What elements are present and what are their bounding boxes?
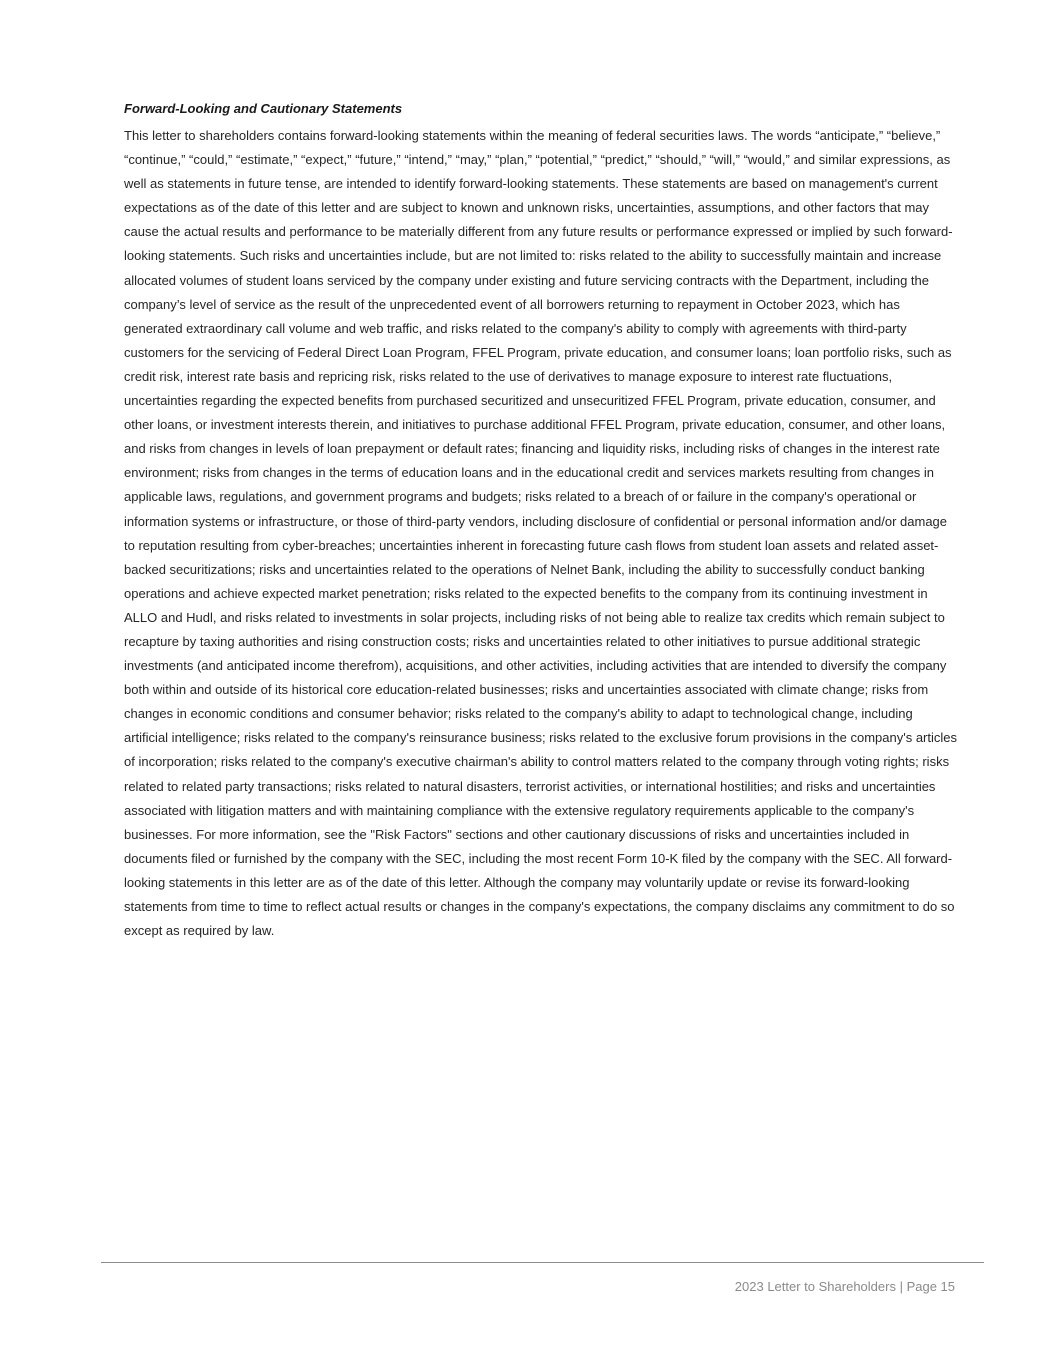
footer-divider (101, 1262, 984, 1263)
page-footer: 2023 Letter to Shareholders | Page 15 (734, 1279, 955, 1294)
section-body: This letter to shareholders contains forward-looking statements within the meaning of federal securities laws. The words “anticipate,” “believe,” “continue,” “could,” “estimate,” “expect,” “future,” “intend,” “may,” “plan,” “potential,” “predict,” “should,” “will,” “would,” and similar expressions, as well as statements in future tense, are intended to identify forward-looking statements. These statements are based on management's current expectations as of the date of this letter and are subject to known and unknown risks, uncertainties, assumptions, and other factors that may cause the actual results and performance to be materially different from any future results or performance expressed or implied by such forward-looking statements. Such risks and uncertainties include, but are not limited to: risks related to the ability to successfully maintain and increase allocated volumes of student loans serviced by the company under existing and future servicing contracts with the Department, including the company’s level of service as the result of the unprecedented event of all borrowers returning to repayment in October 2023, which has generated extraordinary call volume and web traffic, and risks related to the company's ability to comply with agreements with third-party customers for the servicing of Federal Direct Loan Program, FFEL Program, private education, and consumer loans; loan portfolio risks, such as credit risk, interest rate basis and repricing risk, risks related to the use of derivatives to manage exposure to interest rate fluctuations, uncertainties regarding the expected benefits from purchased securitized and unsecuritized FFEL Program, private education, consumer, and other loans, or investment interests therein, and initiatives to purchase additional FFEL Program, private education, consumer, and other loans, and risks from changes in levels of loan prepayment or default rates; financing and liquidity risks, including risks of changes in the interest rate environment; risks from changes in the terms of education loans and in the educational credit and services markets resulting from changes in applicable laws, regulations, and government programs and budgets; risks related to a breach of or failure in the company's operational or information systems or infrastructure, or those of third-party vendors, including disclosure of confidential or personal information and/or damage to reputation resulting from cyber-breaches; uncertainties inherent in forecasting future cash flows from student loan assets and related asset-backed securitizations; risks and uncertainties related to the operations of Nelnet Bank, including the ability to successfully conduct banking operations and achieve expected market penetration; risks related to the expected benefits to the company from its continuing investment in ALLO and Hudl, and risks related to investments in solar projects, including risks of not being able to realize tax credits which remain subject to recapture by taxing authorities and rising construction costs; risks and uncertainties related to other initiatives to pursue additional strategic investments (and anticipated income therefrom), acquisitions, and other activities, including activities that are intended to diversify the company both within and outside of its historical core education-related businesses; risks and uncertainties associated with climate change; risks from changes in economic conditions and consumer behavior; risks related to the company's ability to adapt to technological change, including artificial intelligence; risks related to the company's reinsurance business; risks related to the exclusive forum provisions in the company's articles of incorporation; risks related to the company's executive chairman's ability to control matters related to the company through voting rights; risks related to related party transactions; risks related to natural disasters, terrorist activities, or international hostilities; and risks and uncertainties associated with litigation matters and with maintaining compliance with the extensive regulatory requirements applicable to the company's businesses. For more information, see the "Risk Factors" sections and other cautionary discussions of risks and uncertainties included in documents filed or furnished by the company with the SEC, including the most recent Form 10-K filed by the company with the SEC. All forward-looking statements in this letter are as of the date of this letter. Although the company may voluntarily update or revise its forward-looking statements from time to time to reflect actual results or changes in the company's expectations, the company disclaims any commitment to do so except as required by law. (124, 128, 958, 939)
document-content (124, 100, 958, 943)
section-heading: Forward-Looking and Cautionary Statements (124, 101, 403, 116)
